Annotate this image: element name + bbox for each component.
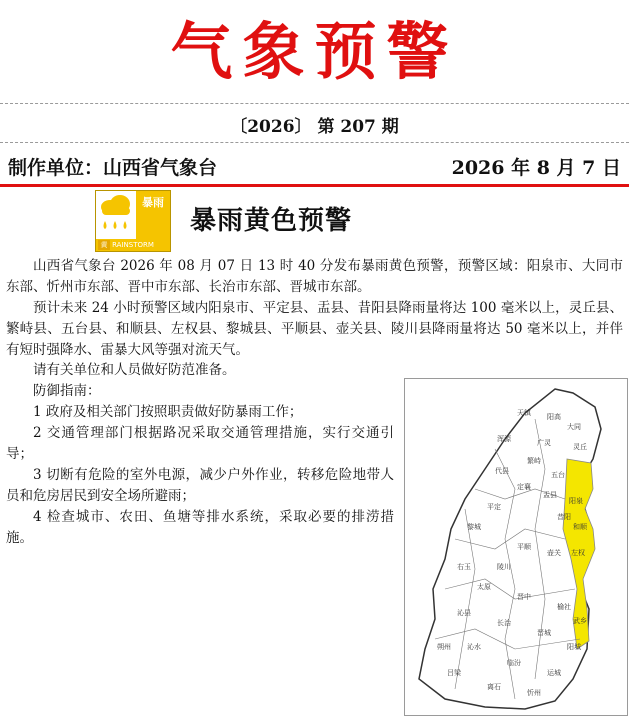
map-county-label: 运城 <box>547 669 561 677</box>
red-rule <box>0 184 629 187</box>
warning-body <box>6 256 623 361</box>
paragraph-forecast: 预计未来 24 小时预警区域内阳泉市、平定县、盂县、昔阳县降雨量将达 100 毫米以上，灵丘县、繁峙县、五台县、和顺县、左权县、黎城县、平顺县、壶关县、陵川县降雨量将达 50 毫米以上，并伴有短时强降水、雷暴大风等强对流天气。 <box>6 300 623 358</box>
map-county-label: 浑源 <box>497 435 511 443</box>
producer-unit: 制作单位：山西省气象台 <box>8 157 218 179</box>
issue-date: 2026 年 8 月 7 日 <box>451 157 621 179</box>
map-county-label: 晋中 <box>517 593 531 601</box>
icon-english-label: RAINSTORM <box>96 239 170 251</box>
warning-area-map <box>404 378 628 716</box>
icon-level: 黄 <box>98 240 110 250</box>
map-county-label: 阳泉 <box>569 497 583 505</box>
icon-label: 暴雨 <box>142 196 164 209</box>
map-county-label: 长治 <box>497 619 511 627</box>
map-county-label: 左权 <box>571 549 585 557</box>
map-county-label: 天镇 <box>517 409 531 417</box>
page-title: 气象预警 <box>170 15 459 88</box>
map-county-label: 右玉 <box>457 563 471 571</box>
cloud-rain-icon <box>96 191 136 239</box>
guide-heading: 防御指南： <box>33 383 101 399</box>
map-county-label: 和顺 <box>573 523 587 531</box>
guide-item-3: 3 切断有危险的室外电源，减少户外作业，转移危险地带人员和危房居民到安全场所避雨； <box>6 467 394 504</box>
map-county-label: 定襄 <box>517 483 531 491</box>
divider-middle <box>0 142 629 143</box>
map-county-label: 黎城 <box>467 523 481 531</box>
defense-guide <box>6 360 394 549</box>
map-county-label: 繁峙 <box>527 457 541 465</box>
map-county-label: 太原 <box>477 583 491 591</box>
map-county-label: 临汾 <box>507 659 521 667</box>
divider-top <box>0 103 629 104</box>
issue-number: 〔2026〕 第 207 期 <box>230 117 399 137</box>
map-county-label: 朔州 <box>437 643 451 651</box>
paragraph-prepare: 请有关单位和人员做好防范准备。 <box>33 362 236 378</box>
map-county-label: 武乡 <box>573 617 587 625</box>
map-county-label: 离石 <box>487 683 501 691</box>
warning-headline: 暴雨黄色预警 <box>190 206 353 236</box>
guide-item-1: 1 政府及相关部门按照职责做好防暴雨工作； <box>33 404 303 420</box>
map-county-label: 榆社 <box>557 603 571 611</box>
map-county-label: 昔阳 <box>557 513 571 521</box>
map-county-label: 晋城 <box>537 629 551 637</box>
map-county-label: 大同 <box>567 423 581 431</box>
map-county-label: 广灵 <box>537 439 551 447</box>
map-county-label: 陵川 <box>497 563 511 571</box>
map-county-label: 沁县 <box>457 609 471 617</box>
map-county-label: 忻州 <box>527 689 541 697</box>
guide-item-2: 2 交通管理部门根据路况采取交通管理措施，实行交通引导； <box>6 425 394 462</box>
map-county-label: 阳城 <box>567 643 581 651</box>
guide-item-4: 4 检查城市、农田、鱼塘等排水系统，采取必要的排涝措施。 <box>6 509 394 546</box>
map-county-label: 代县 <box>495 467 509 475</box>
paragraph-issuance: 山西省气象台 2026 年 08 月 07 日 13 时 40 分发布暴雨黄色预警，预警区域：阳泉市、大同市东部、忻州市东部、晋中市东部、长治市东部、晋城市东部。 <box>6 258 623 295</box>
map-county-label: 沁水 <box>467 643 481 651</box>
map-county-label: 五台 <box>551 471 565 479</box>
map-county-label: 平定 <box>487 503 501 511</box>
map-county-label: 盂县 <box>543 491 557 499</box>
map-county-label: 平顺 <box>517 543 531 551</box>
map-county-label: 壶关 <box>547 549 561 557</box>
map-county-label: 吕梁 <box>447 669 461 677</box>
rainstorm-yellow-warning-icon <box>95 190 171 252</box>
map-county-label: 阳高 <box>547 413 561 421</box>
map-county-label: 灵丘 <box>573 443 587 451</box>
